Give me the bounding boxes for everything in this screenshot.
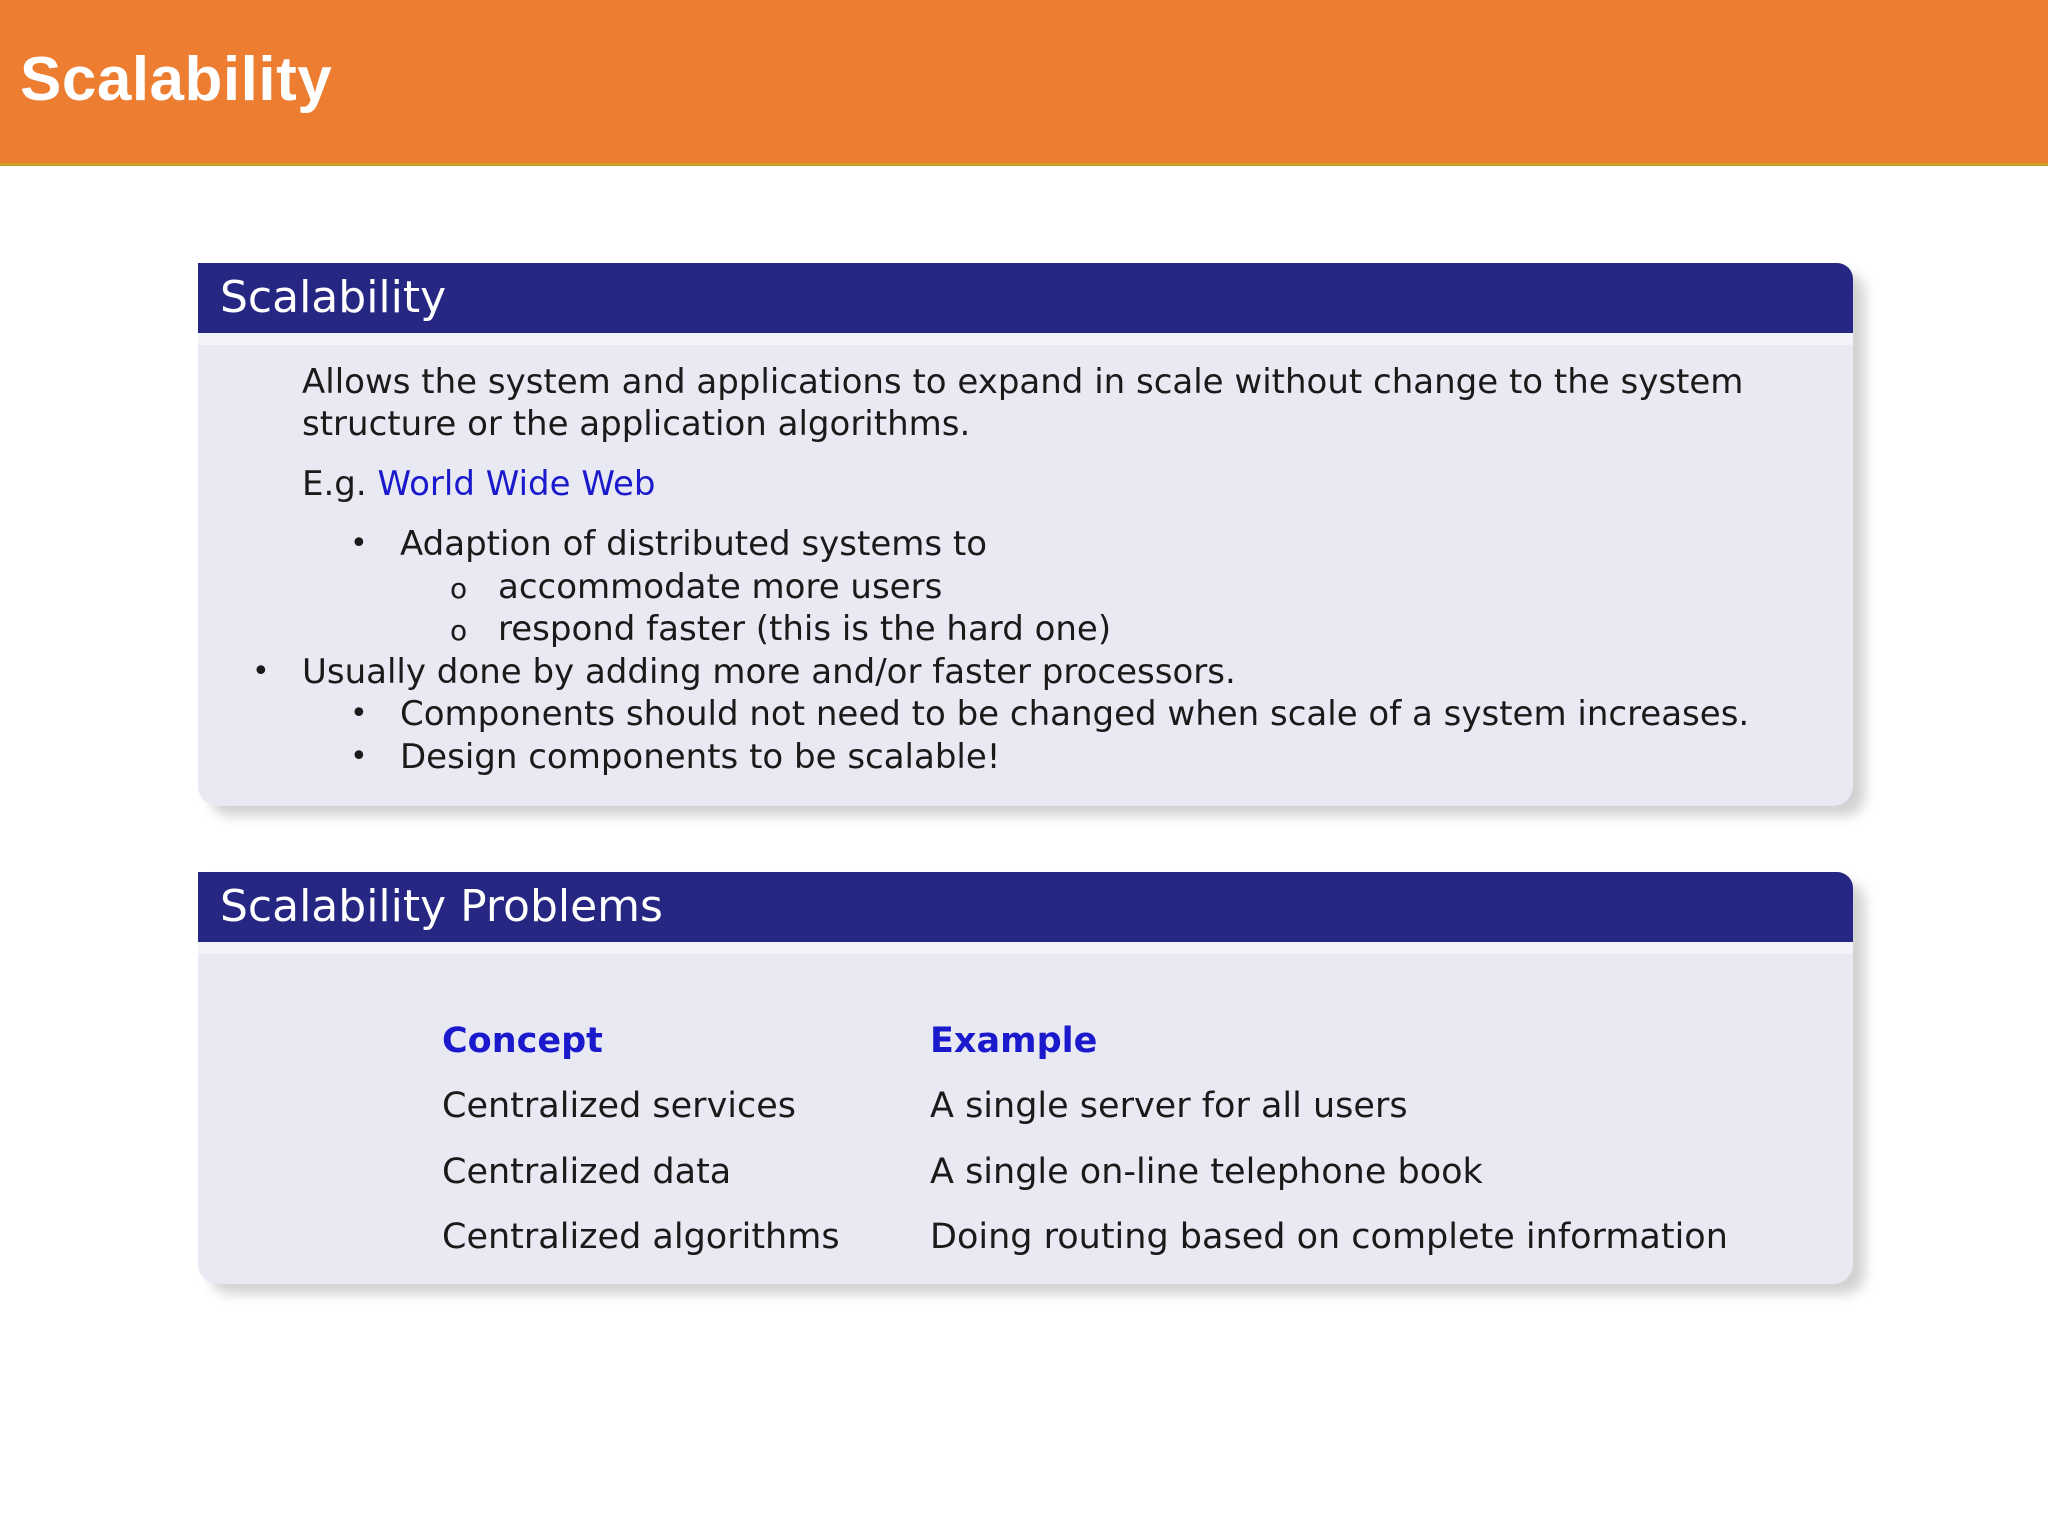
table-cell-concept: Centralized services bbox=[442, 1086, 797, 1127]
table-row bbox=[442, 1139, 1728, 1205]
scalability-description: Allows the system and applications to expand in scale without change to the system structure or the application algorithms. bbox=[302, 362, 1744, 444]
sub-bullet-list bbox=[400, 566, 1793, 651]
table-cell-concept: Centralized algorithms bbox=[442, 1217, 840, 1258]
sub-bullet-text: respond faster (this is the hard one) bbox=[498, 609, 1112, 649]
table-header-concept: Concept bbox=[442, 1020, 603, 1061]
bullet-icon: • bbox=[350, 696, 368, 731]
scalability-problems-box-header: Scalability Problems bbox=[198, 872, 1853, 954]
scalability-problems-box bbox=[198, 872, 1853, 1284]
slide-title: Scalability bbox=[20, 45, 333, 114]
scalability-box-header: Scalability bbox=[198, 263, 1853, 345]
scalability-problems-table bbox=[442, 1008, 1728, 1270]
table-header-example: Example bbox=[930, 1020, 1098, 1061]
table-cell-example: Doing routing based on complete information bbox=[930, 1217, 1728, 1258]
table-cell-concept: Centralized data bbox=[442, 1151, 732, 1192]
list-item bbox=[302, 693, 1793, 736]
scalability-box-body bbox=[252, 361, 1793, 778]
bullet-text: Usually done by adding more and/or faster processors. bbox=[302, 651, 1236, 692]
scalability-box bbox=[198, 263, 1853, 806]
table-cell-example: A single on-line telephone book bbox=[930, 1151, 1483, 1192]
list-item bbox=[302, 523, 1793, 651]
table-cell-example: A single server for all users bbox=[930, 1086, 1408, 1127]
example-line bbox=[302, 463, 1793, 505]
sub-list-item bbox=[400, 566, 1793, 609]
bullet-icon: • bbox=[350, 526, 368, 561]
bullet-text: Design components to be scalable! bbox=[400, 736, 1001, 777]
table-row bbox=[442, 1074, 1728, 1140]
table-header-row bbox=[442, 1008, 1728, 1074]
bullet-text: Components should not need to be changed when scale of a system increases. bbox=[400, 694, 1750, 734]
sub-bullet-text: accommodate more users bbox=[498, 566, 943, 607]
list-item bbox=[302, 736, 1793, 779]
circle-bullet-icon: o bbox=[450, 614, 468, 647]
bullet-text: Adaption of distributed systems to bbox=[400, 524, 988, 564]
example-prefix: E.g. bbox=[302, 464, 367, 504]
list-item bbox=[204, 651, 1793, 694]
bullet-icon: • bbox=[252, 653, 270, 689]
circle-bullet-icon: o bbox=[450, 571, 468, 605]
world-wide-web-link: World Wide Web bbox=[377, 464, 656, 504]
slide-title-bar bbox=[0, 0, 2048, 166]
table-row bbox=[442, 1205, 1728, 1271]
scalability-bullet-list bbox=[252, 523, 1793, 778]
bullet-icon: • bbox=[350, 738, 368, 774]
sub-list-item bbox=[400, 608, 1793, 651]
